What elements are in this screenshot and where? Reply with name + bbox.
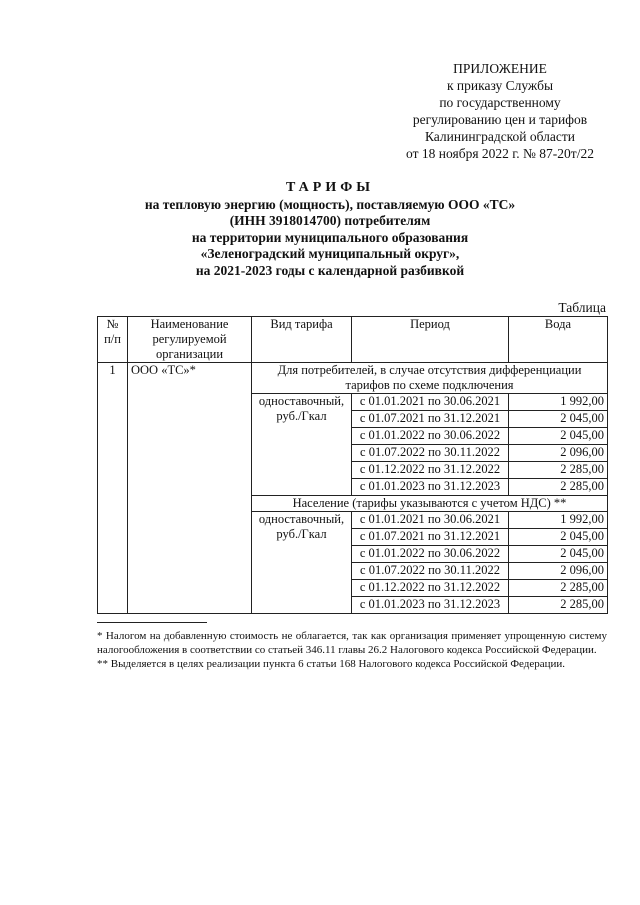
period-cell: с 01.01.2021 по 30.06.2021 <box>352 512 509 529</box>
title-line: (ИНН 3918014700) потребителям <box>229 213 431 228</box>
value-cell: 2 045,00 <box>509 428 608 445</box>
organization-name: ООО «ТС»* <box>128 363 252 614</box>
footnote-2: ** Выделяется в целях реализации пункта 6 статьи 168 Налогового кодекса Российской Федерации. <box>97 658 566 670</box>
appendix-line: по государственному <box>439 95 561 110</box>
value-cell: 1 992,00 <box>509 512 608 529</box>
section-title: Население (тарифы указываются с учетом НДС) ** <box>252 496 608 512</box>
appendix-line: от 18 ноября 2022 г. № 87-20т/22 <box>406 146 594 161</box>
header-org: Наименование регулируемой организации <box>128 317 252 363</box>
title-line: «Зеленоградский муниципальный округ», <box>200 246 460 261</box>
value-cell: 2 285,00 <box>509 580 608 597</box>
period-cell: с 01.01.2022 по 30.06.2022 <box>352 428 509 445</box>
appendix-line: к приказу Службы <box>446 78 554 93</box>
tariff-type: одноставочный, руб./Гкал <box>252 512 352 614</box>
value-cell: 2 285,00 <box>509 597 608 614</box>
value-cell: 2 285,00 <box>509 479 608 496</box>
period-cell: с 01.07.2021 по 31.12.2021 <box>352 529 509 546</box>
table-label: Таблица <box>558 300 606 315</box>
footnotes <box>97 622 607 671</box>
value-cell: 1 992,00 <box>509 394 608 411</box>
table-header-row <box>98 317 608 363</box>
header-tariff-type: Вид тарифа <box>252 317 352 363</box>
tariff-type: одноставочный, руб./Гкал <box>252 394 352 496</box>
period-cell: с 01.12.2022 по 31.12.2022 <box>352 462 509 479</box>
section-title: Для потребителей, в случае отсутствия дифференциации тарифов по схеме подключения <box>252 363 608 394</box>
main-title: ТАРИФЫ <box>286 180 374 195</box>
value-cell: 2 096,00 <box>509 445 608 462</box>
period-cell: с 01.07.2021 по 31.12.2021 <box>352 411 509 428</box>
value-cell: 2 285,00 <box>509 462 608 479</box>
header-period: Период <box>352 317 509 363</box>
appendix-line: регулированию цен и тарифов <box>412 112 588 127</box>
period-cell: с 01.07.2022 по 30.11.2022 <box>352 445 509 462</box>
table-row <box>98 363 608 394</box>
row-number: 1 <box>98 363 128 614</box>
footnote-1: * Налогом на добавленную стоимость не облагается, так как организация применяет упрощенную систему налогообложения в соответствии со статьей 346.11 главы 26.2 Налогового кодекса Российской Федерации. <box>97 630 607 656</box>
value-cell: 2 096,00 <box>509 563 608 580</box>
value-cell: 2 045,00 <box>509 529 608 546</box>
title-line: на территории муниципального образования <box>191 229 469 245</box>
tariffs-table <box>97 316 608 614</box>
title-line: на 2021-2023 годы с календарной разбивкой <box>195 262 465 278</box>
period-cell: с 01.01.2022 по 30.06.2022 <box>352 546 509 563</box>
footnote-divider <box>97 622 207 623</box>
period-cell: с 01.01.2021 по 30.06.2021 <box>352 394 509 411</box>
value-cell: 2 045,00 <box>509 546 608 563</box>
period-cell: с 01.01.2023 по 31.12.2023 <box>352 597 509 614</box>
appendix-line: ПРИЛОЖЕНИЕ <box>453 61 547 76</box>
appendix-header <box>385 60 615 162</box>
title-line: на тепловую энергию (мощность), поставляемую ООО «ТС» <box>144 196 516 212</box>
header-value: Вода <box>509 317 608 363</box>
appendix-line: Калининградской области <box>424 129 576 144</box>
value-cell: 2 045,00 <box>509 411 608 428</box>
period-cell: с 01.12.2022 по 31.12.2022 <box>352 580 509 597</box>
period-cell: с 01.07.2022 по 30.11.2022 <box>352 563 509 580</box>
document-title <box>90 180 570 279</box>
header-num: № п/п <box>98 317 128 363</box>
period-cell: с 01.01.2023 по 31.12.2023 <box>352 479 509 496</box>
